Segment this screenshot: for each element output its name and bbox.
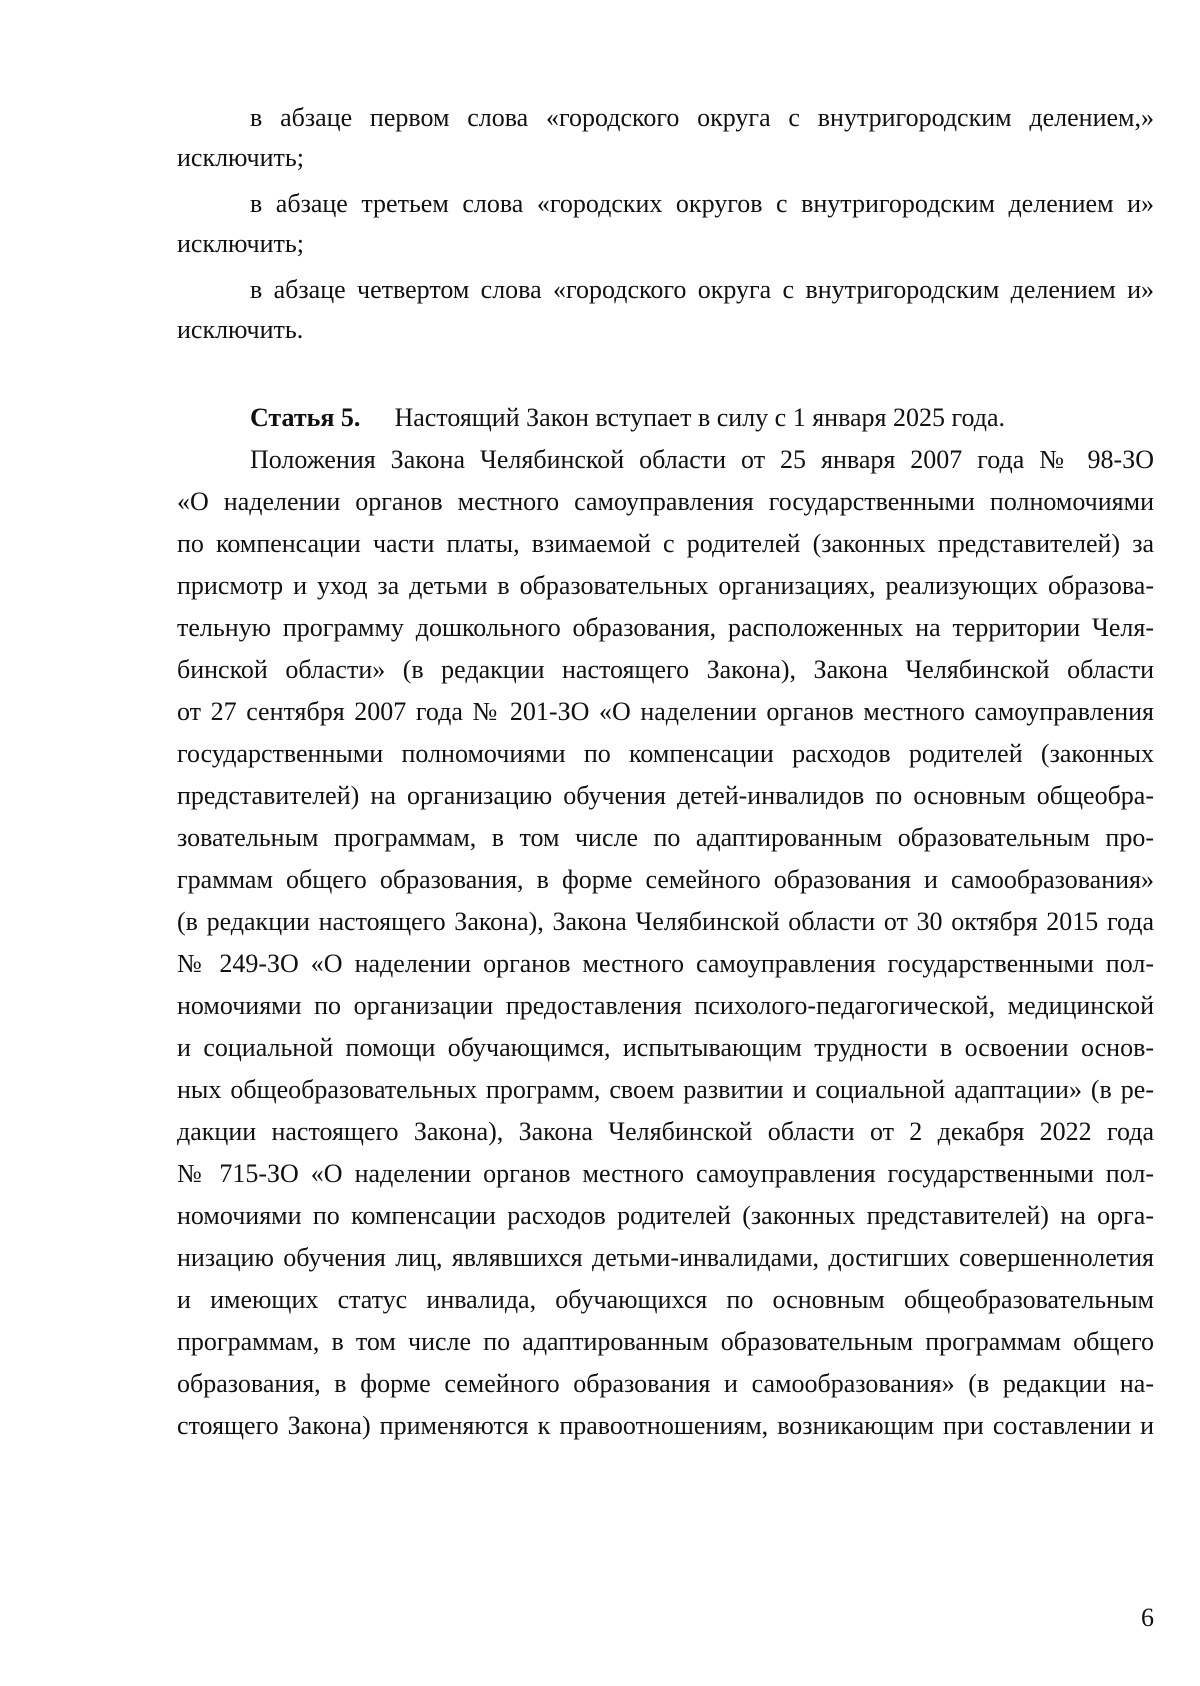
page-number: 6 — [1141, 1603, 1154, 1632]
body-line: № 249-ЗО «О наделении органов местного самоуправления государственными пол- — [177, 949, 1154, 978]
body-line: представителей) на организацию обучения детей-инвалидов по основным общеобра- — [177, 781, 1154, 810]
body-line: и имеющих статус инвалида, обучающихся по основным общеобразовательным — [177, 1285, 1154, 1314]
body-line: по компенсации части платы, взимаемой с родителей (законных представителей) за — [177, 529, 1154, 558]
body-line: (в редакции настоящего Закона), Закона Челябинской области от 30 октября 2015 года — [177, 907, 1154, 936]
body-line: тельную программу дошкольного образования, расположенных на территории Челя- — [177, 613, 1154, 642]
body-line: стоящего Закона) применяются к правоотношениям, возникающим при составлении и — [177, 1411, 1154, 1440]
amendment-line: исключить; — [177, 143, 304, 172]
body-line: от 27 сентября 2007 года № 201-ЗО «О наделении органов местного самоуправления — [177, 697, 1154, 726]
amendment-line: в абзаце третьем слова «городских округов с внутригородским делением и» — [250, 189, 1154, 218]
body-line: низацию обучения лиц, являвшихся детьми-инвалидами, достигших совершеннолетия — [177, 1243, 1154, 1272]
amendment-line: исключить. — [177, 315, 304, 344]
amendment-line: в абзаце первом слова «городского округа с внутригородским делением,» — [250, 103, 1154, 132]
body-line: образования, в форме семейного образования и самообразования» (в редакции на- — [177, 1369, 1154, 1398]
article-label: Статья 5. — [250, 403, 361, 432]
body-line: дакции настоящего Закона), Закона Челябинской области от 2 декабря 2022 года — [177, 1117, 1154, 1146]
body-line: и социальной помощи обучающимся, испытывающим трудности в освоении основ- — [177, 1033, 1154, 1062]
body-line: бинской области» (в редакции настоящего Закона), Закона Челябинской области — [177, 655, 1154, 684]
body-line: номочиями по компенсации расходов родителей (законных представителей) на орга- — [177, 1201, 1154, 1230]
article-text: Настоящий Закон вступает в силу с 1 января 2025 года. — [394, 403, 1006, 432]
body-line: № 715-ЗО «О наделении органов местного самоуправления государственными пол- — [177, 1159, 1154, 1188]
body-line: присмотр и уход за детьми в образовательных организациях, реализующих образова- — [177, 571, 1154, 600]
article-heading — [250, 400, 1154, 436]
body-line: ных общеобразовательных программ, своем развитии и социальной адаптации» (в ре- — [177, 1075, 1154, 1104]
body-line: номочиями по организации предоставления психолого-педагогической, медицинской — [177, 991, 1154, 1020]
body-line: Положения Закона Челябинской области от 25 января 2007 года № 98-ЗО — [250, 445, 1154, 474]
body-line: граммам общего образования, в форме семейного образования и самообразования» — [177, 865, 1154, 894]
amendment-line: исключить; — [177, 229, 304, 258]
amendment-line: в абзаце четвертом слова «городского округа с внутригородским делением и» — [250, 275, 1154, 304]
body-line: зовательным программам, в том числе по адаптированным образовательным про- — [177, 823, 1154, 852]
body-line: программам, в том числе по адаптированным образовательным программам общего — [177, 1327, 1154, 1356]
body-line: «О наделении органов местного самоуправления государственными полномочиями — [177, 487, 1154, 516]
body-line: государственными полномочиями по компенсации расходов родителей (законных — [177, 739, 1154, 768]
